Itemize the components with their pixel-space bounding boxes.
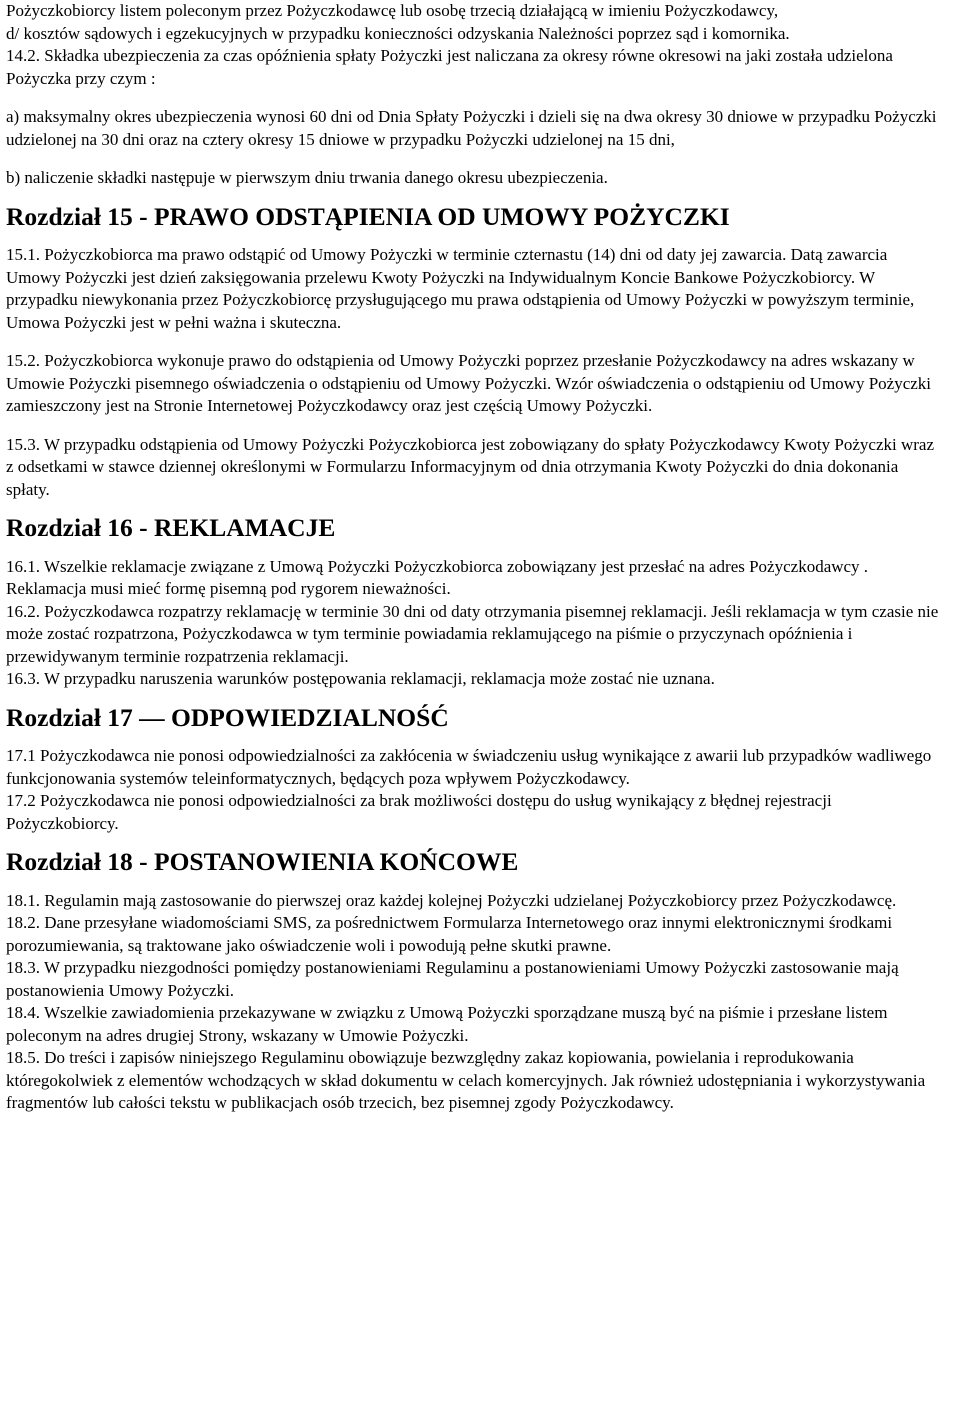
paragraph-18-3: 18.3. W przypadku niezgodności pomiędzy postanowieniami Regulaminu a postanowieniami Umowy Pożyczki zastosowanie mają postanowienia Umowy Pożyczki. bbox=[6, 958, 899, 1000]
section-heading-15: Rozdział 15 - PRAWO ODSTĄPIENIA OD UMOWY POŻYCZKI bbox=[6, 201, 730, 231]
paragraph-17-2: 17.2 Pożyczkodawca nie ponosi odpowiedzialności za brak możliwości dostępu do usług wynikający z błędnej rejestracji Pożyczkobiorcy. bbox=[6, 791, 832, 833]
paragraph-16-3: 16.3. W przypadku naruszenia warunków postępowania reklamacji, reklamacja może zostać nie uznana. bbox=[6, 669, 715, 688]
paragraph-16-2: 16.2. Pożyczkodawca rozpatrzy reklamację w terminie 30 dni od daty otrzymania pisemnej reklamacji. Jeśli reklamacja w tym czasie nie może zostać rozpatrzona, Pożyczkodawca w tym terminie powiadamia reklamującego na piśmie o przyczynach opóźnienia i przewidywanym terminie rozpatrzenia reklamacji. bbox=[6, 601, 939, 666]
paragraph-14-2-a: a) maksymalny okres ubezpieczenia wynosi 60 dni od Dnia Spłaty Pożyczki i dzieli się na dwa okresy 30 dniowe w przypadku Pożyczki udzielonej na 30 dni oraz na cztery okresy 15 dniowe w przypadku Pożyczki udzielonej na 15 dni, bbox=[6, 107, 937, 149]
paragraph-16-1: 16.1. Wszelkie reklamacje związane z Umową Pożyczki Pożyczkobiorca zobowiązany jest przesłać na adres Pożyczkodawcy . Reklamacja musi mieć formę pisemną pod rygorem nieważności. bbox=[6, 556, 869, 598]
paragraph-15-2: 15.2. Pożyczkobiorca wykonuje prawo do odstąpienia od Umowy Pożyczki poprzez przesłanie Pożyczkodawcy na adres wskazany w Umowie Pożyczki pisemnego oświadczenia o odstąpieniu od Umowy Pożyczki. Wzór oświadczenia o odstąpieniu od Umowy Pożyczki zamieszczony jest na Stronie Internetowej Pożyczkodawcy oraz jest częścią Umowy Pożyczki. bbox=[6, 351, 932, 415]
section-heading-17: Rozdział 17 — ODPOWIEDZIALNOŚĆ bbox=[6, 702, 449, 732]
paragraph-18-4: 18.4. Wszelkie zawiadomienia przekazywane w związku z Umową Pożyczki sporządzane muszą być na piśmie i przesłane listem poleconym na adres drugiej Strony, wskazany w Umowie Pożyczki. bbox=[6, 1003, 888, 1045]
paragraph-15-3: 15.3. W przypadku odstąpienia od Umowy Pożyczki Pożyczkobiorca jest zobowiązany do spłaty Pożyczkodawcy Kwoty Pożyczki wraz z odsetkami w stawce dziennej określonymi w Formularzu Informacyjnym od dnia otrzymania Kwoty Pożyczki do dnia dokonania spłaty. bbox=[6, 434, 934, 499]
paragraph-15-1: 15.1. Pożyczkobiorca ma prawo odstąpić od Umowy Pożyczki w terminie czternastu (14) dni od daty jej zawarcia. Datą zawarcia Umowy Pożyczki jest dzień zaksięgowania przelewu Kwoty Pożyczki na Indywidualnym Koncie Bankowe Pożyczkobiorcy. W przypadku niewykonania przez Pożyczkobiorcę przysługującego mu prawa odstąpienia od Umowy Pożyczki w powyższym terminie, Umowa Pożyczki jest w pełni ważna i skuteczna. bbox=[6, 245, 915, 332]
paragraph-14-2-b: b) naliczenie składki następuje w pierwszym dniu trwania danego okresu ubezpieczenia. bbox=[6, 168, 608, 187]
paragraph-18-2: 18.2. Dane przesyłane wiadomościami SMS, za pośrednictwem Formularza Internetowego oraz innymi elektronicznymi środkami porozumiewania, są traktowane jako oświadczenie woli i powodują pełne skutki prawne. bbox=[6, 913, 893, 955]
paragraph-18-5: 18.5. Do treści i zapisów niniejszego Regulaminu obowiązuje bezwzględny zakaz kopiowania, powielania i reprodukowania któregokolwiek z elementów wchodzących w skład dokumentu w celach komercyjnych. Jak również udostępniania i wykorzystywania fragmentów lub całości tekstu w publikacjach osób trzecich, bez pisemnej zgody Pożyczkodawcy. bbox=[6, 1048, 926, 1112]
section-heading-16: Rozdział 16 - REKLAMACJE bbox=[6, 513, 336, 542]
paragraph-18-1: 18.1. Regulamin mają zastosowanie do pierwszej oraz każdej kolejnej Pożyczki udzielanej Pożyczkobiorcy przez Pożyczkodawcę. bbox=[6, 890, 897, 910]
paragraph-d: d/ kosztów sądowych i egzekucyjnych w przypadku konieczności odzyskania Należności poprzez sąd i komornika. bbox=[6, 23, 790, 43]
paragraph-continuation: Pożyczkobiorcy listem poleconym przez Pożyczkodawcę lub osobę trzecią działającą w imieniu Pożyczkodawcy, bbox=[6, 1, 779, 20]
paragraph-17-1: 17.1 Pożyczkodawca nie ponosi odpowiedzialności za zakłócenia w świadczeniu usług wynikające z awarii lub przypadków wadliwego funkcjonowania systemów teleinformatycznych, będących poza wpływem Pożyczkodawcy. bbox=[6, 746, 932, 788]
paragraph-14-2: 14.2. Składka ubezpieczenia za czas opóźnienia spłaty Pożyczki jest naliczana za okresy równe okresowi na jaki została udzielona Pożyczka przy czym : bbox=[6, 46, 893, 88]
section-heading-18: Rozdział 18 - POSTANOWIENIA KOŃCOWE bbox=[6, 847, 519, 876]
